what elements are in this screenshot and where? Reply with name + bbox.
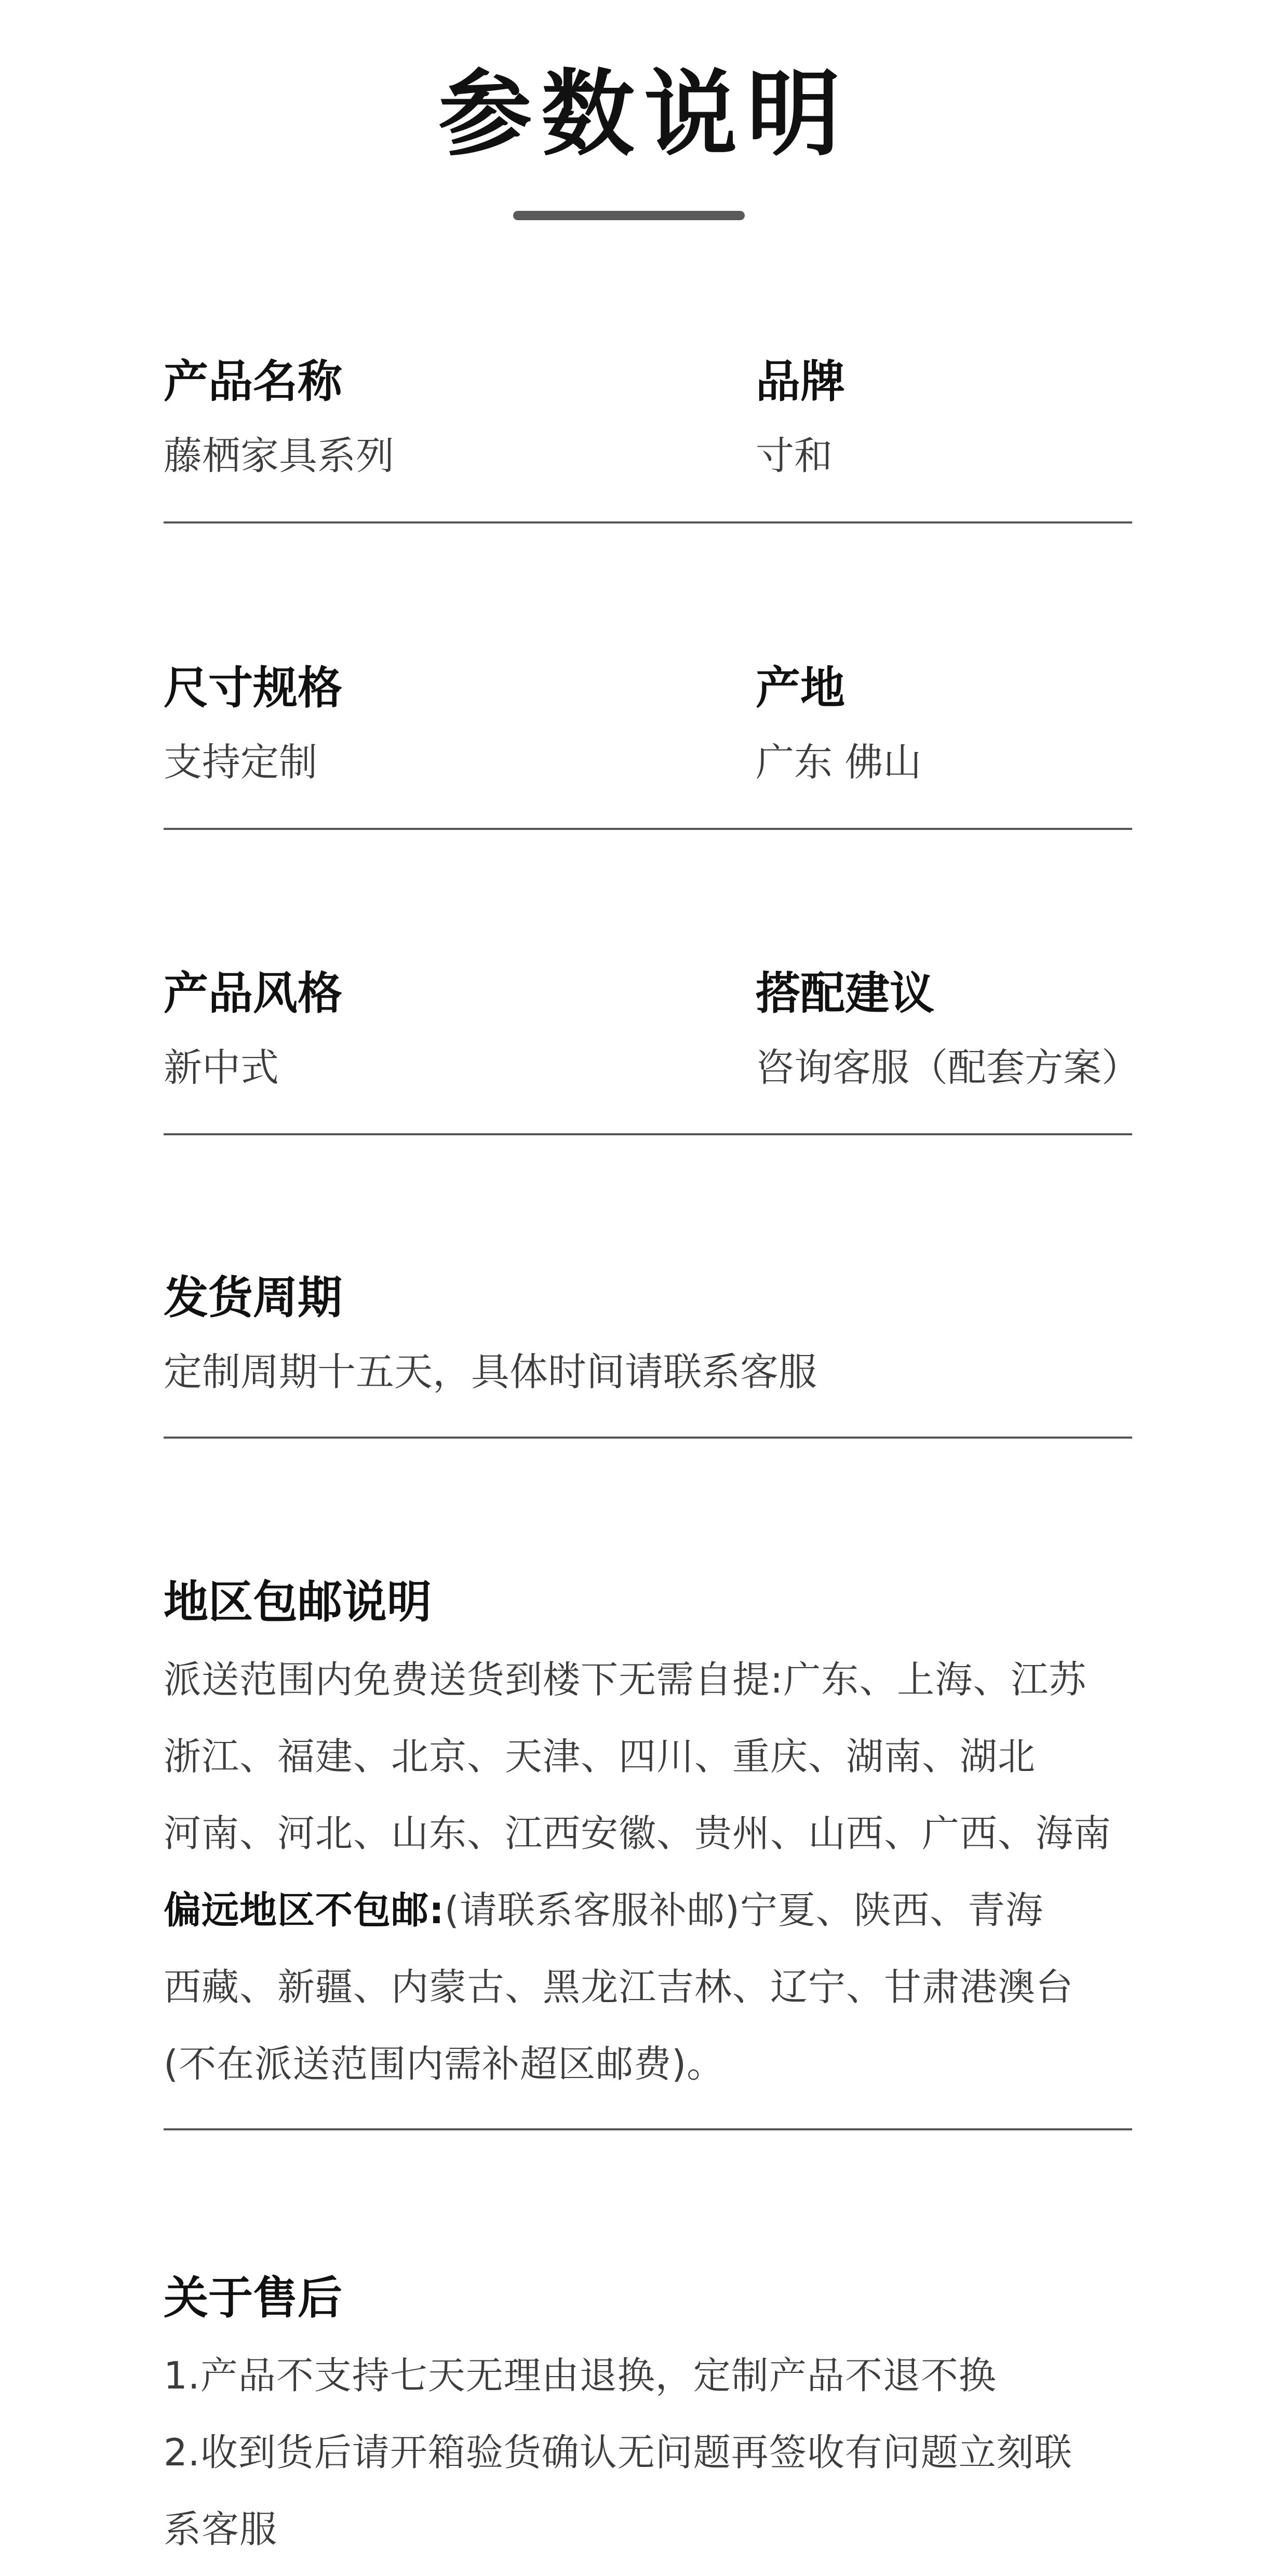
free-shipping-section [164, 1563, 1132, 2135]
shipping-cycle-value: 定制周期十五天，具体时间请联系客服 [164, 1350, 817, 1394]
after-sales-text [164, 2337, 1132, 2568]
divider [164, 521, 1132, 524]
free-shipping-line: 浙江、福建、北京、天津、四川、重庆、湖南、湖北 [164, 1735, 1036, 1778]
remote-area-line [164, 1872, 1132, 1949]
origin-value: 广东 佛山 [756, 740, 922, 785]
shipping-cycle-label: 发货周期 [164, 1272, 342, 1324]
free-shipping-label: 地区包邮说明 [164, 1576, 432, 1628]
product-name-value: 藤栖家具系列 [164, 434, 394, 478]
size-label: 尺寸规格 [164, 662, 342, 714]
after-sales-section [164, 2259, 1132, 2571]
divider [164, 828, 1132, 830]
matching-value: 咨询客服（配套方案） [756, 1045, 1140, 1090]
origin-label: 产地 [756, 662, 845, 714]
divider [164, 2128, 1132, 2130]
spec-row-2 [164, 649, 1132, 831]
after-sales-line: 1.产品不支持七天无理由退换，定制产品不退不换 [164, 2354, 997, 2397]
divider [164, 1133, 1132, 1135]
remote-area-line: (不在派送范围内需补超区邮费)。 [164, 2042, 725, 2086]
free-shipping-line: 派送范围内免费送货到楼下无需自提:广东、上海、江苏 [164, 1658, 1087, 1701]
free-shipping-line: 河南、河北、山东、江西安徽、贵州、山西、广西、海南 [164, 1812, 1112, 1855]
brand-value: 寸和 [756, 434, 833, 478]
remote-area-text: (请联系客服补邮)宁夏、陕西、青海 [444, 1888, 1043, 1932]
style-label: 产品风格 [164, 968, 342, 1019]
remote-area-label: 偏远地区不包邮: [164, 1888, 445, 1932]
remote-area-line: 西藏、新疆、内蒙古、黑龙江吉林、辽宁、甘肃港澳台 [164, 1965, 1074, 2009]
size-value: 支持定制 [164, 740, 317, 785]
product-name-label: 产品名称 [164, 356, 342, 408]
shipping-cycle-section [164, 1259, 1132, 1441]
after-sales-line: 2.收到货后请开箱验货确认无问题再签收有问题立刻联 [164, 2431, 1072, 2474]
matching-label: 搭配建议 [756, 968, 934, 1019]
spec-row-3 [164, 955, 1140, 1136]
style-value: 新中式 [164, 1045, 279, 1090]
spec-row-1 [164, 343, 1132, 525]
brand-label: 品牌 [756, 356, 845, 408]
title-underline [513, 211, 745, 220]
after-sales-line: 系客服 [164, 2507, 278, 2551]
after-sales-label: 关于售后 [164, 2272, 342, 2324]
divider [164, 1437, 1132, 1439]
page-title: 参数说明 [438, 59, 850, 169]
free-shipping-text [164, 1641, 1132, 2102]
